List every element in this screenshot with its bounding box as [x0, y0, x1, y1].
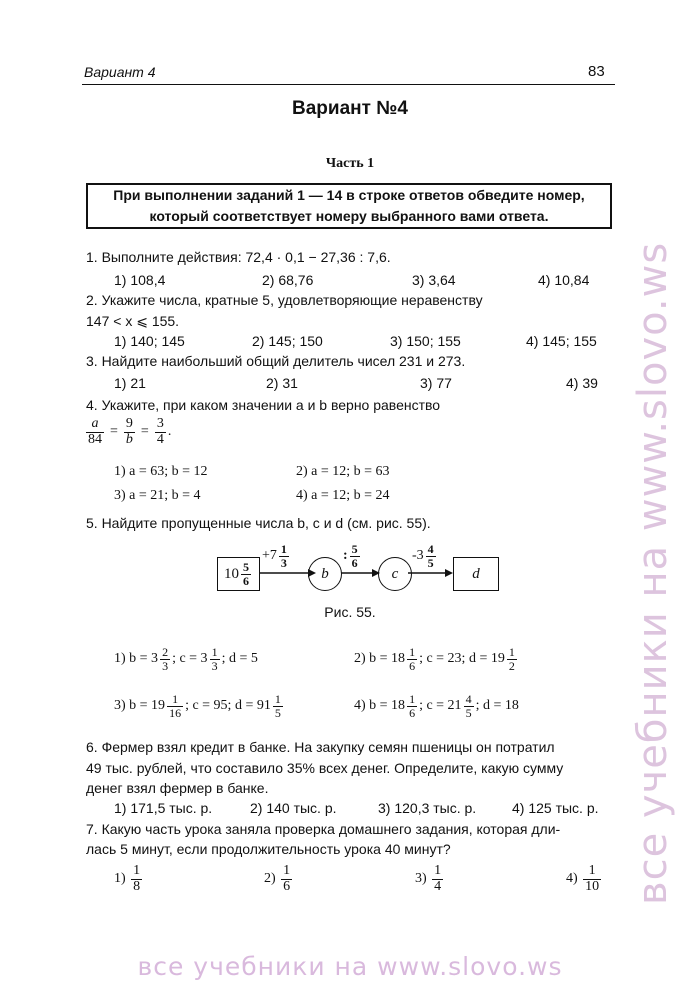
b-fraction [167, 693, 183, 719]
numerator: 1 [409, 692, 416, 706]
numerator: 4 [427, 542, 434, 556]
denominator: 10 [585, 878, 600, 894]
option-text: ; c = 3 [172, 651, 208, 667]
option-text: ; d = 18 [475, 698, 519, 714]
page-title: Вариант №4 [292, 98, 408, 119]
d-fraction [507, 646, 517, 672]
q6-option-2[interactable]: 2) 140 тыс. р. [250, 800, 337, 816]
b-fraction [407, 693, 417, 719]
op2-fraction [350, 543, 360, 569]
op1-prefix: +7 [262, 548, 277, 564]
start-fraction [241, 561, 251, 587]
question-6-line2: 49 тыс. рублей, что составило 35% всех денег. Определите, какую сумму [86, 760, 564, 776]
instructions-box [86, 183, 612, 229]
q5-option-2[interactable] [354, 646, 519, 672]
numerator: 2 [162, 645, 169, 659]
period: . [167, 424, 172, 440]
option-text: 4) b = 18 [354, 698, 406, 714]
numerator: 1 [409, 645, 416, 659]
option-label: 3) [415, 871, 427, 887]
option-text: ; c = 21 [419, 698, 462, 714]
numerator: 5 [243, 559, 249, 574]
operation-2 [343, 543, 362, 569]
equals-sign: = [110, 424, 118, 440]
q6-option-3[interactable]: 3) 120,3 тыс. р. [378, 800, 477, 816]
numerator: 1 [434, 863, 442, 878]
numerator: 1 [274, 692, 281, 706]
denominator: 4 [156, 431, 164, 447]
numerator: 1 [583, 864, 601, 880]
q5-option-3[interactable] [114, 693, 285, 719]
denominator: b [125, 431, 133, 447]
option-text: ; d = 5 [221, 651, 258, 667]
op1-fraction [279, 543, 289, 569]
numerator: 1 [167, 693, 183, 707]
operation-1 [262, 543, 291, 569]
denominator: 6 [409, 658, 416, 673]
denominator: 6 [283, 878, 291, 894]
denominator: 3 [162, 658, 169, 673]
option-text: ; c = 23; d = 19 [419, 651, 505, 667]
q2-option-3[interactable]: 3) 150; 155 [390, 333, 461, 349]
denominator: 3 [211, 658, 218, 673]
page-number: 83 [588, 63, 605, 80]
op3-prefix: -3 [412, 548, 424, 564]
q7-option-1[interactable] [114, 864, 144, 894]
option-label: 4) [566, 871, 578, 887]
denominator: 6 [243, 573, 249, 588]
node-c: c [378, 557, 412, 591]
equals-sign: = [140, 424, 149, 440]
question-6: 6. Фермер взял кредит в банке. На закупку семян пшеницы он потратил [86, 739, 555, 755]
option-text: 3) b = 19 [114, 698, 166, 714]
denominator: 8 [133, 878, 141, 894]
q3-option-3[interactable]: 3) 77 [420, 375, 452, 391]
fraction [131, 864, 142, 894]
q4-option-4[interactable]: 4) a = 12; b = 24 [296, 488, 390, 503]
op3-fraction [426, 543, 436, 569]
option-text: 2) b = 18 [354, 651, 406, 667]
question-2-inequality: 147 < x ⩽ 155. [86, 313, 180, 329]
question-4: 4. Укажите, при каком значении a и b верно равенство [86, 397, 441, 413]
question-7-line2: лась 5 минут, если продолжительность урока 40 минут? [86, 841, 451, 857]
c-fraction [210, 646, 220, 672]
option-label: 1) [114, 871, 126, 887]
q1-option-1[interactable]: 1) 108,4 [114, 272, 166, 288]
instructions-line1: При выполнении заданий 1 — 14 в строке ответов обведите номер, [113, 187, 585, 203]
denominator: 84 [88, 431, 102, 447]
denominator: 5 [274, 705, 281, 720]
question-7: 7. Какую часть урока заняла проверка домашнего задания, которая дли- [86, 821, 561, 837]
c-fraction [464, 693, 474, 719]
start-whole: 10 [224, 565, 239, 582]
question-3: 3. Найдите наибольший общий делитель чисел 231 и 273. [86, 353, 466, 369]
q1-option-3[interactable]: 3) 3,64 [412, 272, 456, 288]
figure-caption: Рис. 55. [324, 604, 376, 620]
q7-option-4[interactable] [566, 864, 603, 894]
question-2: 2. Укажите числа, кратные 5, удовлетворяющие неравенству [86, 292, 483, 308]
q3-option-4[interactable]: 4) 39 [566, 375, 598, 391]
fraction [432, 864, 443, 894]
numerator: 9 [125, 416, 133, 431]
b-fraction [407, 646, 417, 672]
q4-option-3[interactable]: 3) a = 21; b = 4 [114, 488, 201, 503]
header-rule [82, 84, 615, 85]
option-label: 2) [264, 871, 276, 887]
bottom-watermark: все учебники на www.slovo.ws [137, 952, 563, 981]
side-watermark: все учебники на www.slovo.ws [630, 241, 676, 905]
option-text: 1) b = 3 [114, 651, 159, 667]
numerator: a [86, 417, 104, 433]
node-b: b [308, 557, 342, 591]
q6-option-1[interactable]: 1) 171,5 тыс. р. [114, 800, 213, 816]
q2-option-2[interactable]: 2) 145; 150 [252, 333, 323, 349]
denominator: 6 [409, 705, 416, 720]
q3-option-1[interactable]: 1) 21 [114, 375, 146, 391]
instructions-line2: который соответствует номеру выбранного вами ответа. [149, 208, 549, 224]
d-fraction [273, 693, 283, 719]
q7-option-3[interactable] [415, 864, 445, 894]
numerator: 1 [508, 645, 515, 659]
node-d: d [453, 557, 499, 591]
numerator: 1 [280, 542, 287, 556]
q4-option-1[interactable]: 1) a = 63; b = 12 [114, 464, 208, 479]
q5-option-1[interactable] [114, 646, 258, 672]
start-node [217, 557, 260, 591]
fraction-a-84 [86, 417, 104, 447]
q4-option-2[interactable]: 2) a = 12; b = 63 [296, 464, 390, 479]
operation-3 [412, 543, 438, 569]
denominator: 5 [427, 555, 434, 570]
question-5: 5. Найдите пропущенные числа b, c и d (см. рис. 55). [86, 515, 431, 531]
q3-option-2[interactable]: 2) 31 [266, 375, 298, 391]
question-1: 1. Выполните действия: 72,4 · 0,1 − 27,36 : 7,6. [86, 249, 391, 265]
option-text: ; c = 95; d = 91 [185, 698, 271, 714]
q1-option-2[interactable]: 2) 68,76 [262, 272, 314, 288]
b-fraction [160, 646, 170, 672]
numerator: 4 [465, 692, 472, 706]
numerator: 1 [133, 863, 141, 878]
q7-option-2[interactable] [264, 864, 294, 894]
fraction-9-b [124, 417, 135, 447]
denominator: 4 [434, 878, 442, 894]
q2-option-4[interactable]: 4) 145; 155 [526, 333, 597, 349]
q1-option-4[interactable]: 4) 10,84 [538, 272, 590, 288]
q4-equation [84, 417, 171, 447]
question-6-line3: денег взял фермер в банке. [86, 780, 269, 796]
denominator: 3 [280, 555, 287, 570]
q2-option-1[interactable]: 1) 140; 145 [114, 333, 185, 349]
fraction [583, 864, 601, 894]
denominator: 5 [465, 705, 472, 720]
denominator: 2 [508, 658, 515, 673]
running-title: Вариант 4 [84, 64, 156, 80]
denominator: 6 [351, 555, 358, 570]
part-heading: Часть 1 [325, 156, 375, 171]
numerator: 5 [351, 542, 358, 556]
numerator: 1 [211, 645, 218, 659]
numerator: 3 [156, 416, 164, 431]
denominator: 16 [169, 705, 182, 720]
fraction [281, 864, 292, 894]
op2-prefix: : [343, 548, 348, 564]
q5-option-4[interactable] [354, 693, 519, 719]
q6-option-4[interactable]: 4) 125 тыс. р. [512, 800, 599, 816]
numerator: 1 [283, 863, 291, 878]
fraction-3-4 [155, 417, 166, 447]
